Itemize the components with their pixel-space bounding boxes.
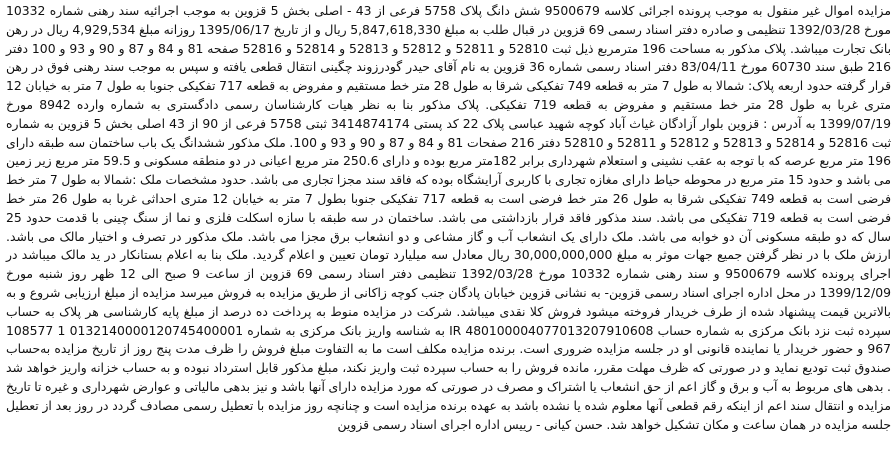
notice-body: مزایده اموال غیر منقول به موجب پرونده اجرائی کلاسه 9500679 شش دانگ پلاک 5758 فرعی از 43 - اصلی بخش 5 قزوین به موجب اجرائیه سند رهنی شماره 10332 مورخ 1392/03/28 تنظیمی و صادره دفتر اسناد رسمی 69 قزوین در قبال طلب به مبلغ 5,847,618,330 ریال و از تاریخ 1395/06/17 روزانه مبلغ 4,929,534 ریال در رهن بانک تجارت میباشد. پلاک مذکور به مساحت 196 مترمربع ذیل ثبت 52810 و 52811 و 52812 و 52813 و 52814 و 52816 صفحه 81 و 84 و 87 و 90 و 93 و 100 دفتر 216 طبق سند 60730 مورخ 83/04/11 دفتر اسناد رسمی شماره 36 قزوین به نام آقای حیدر گودرزوند چگینی انتقال قطعی یافته و سپس به موجب سند رهنی فوق در رهن قرار گرفته حدود اربعه پلاک: شمالا به طول 7 متر به قطعه 749 تفکیکی شرقا به طول 28 متر خط مستقیم و مفروض به قطعه 717 تفکیکی جنوبا به طول 7 متر به خیابان 12 متری غربا به طول 28 متر خط مستقیم و مفروض به قطعه 719 تفکیکی. پلاک مذکور بنا به نظر هیات کارشناسان رسمی دادگستری به شماره وارده 8942 مورخ 1399/07/19 به آدرس : قزوین بلوار آزادگان غیاث آباد کوچه شهید عباسی پلاک 22 کد پستی 3414874174 ثبتی 5758 فرعی از 90 از 43 اصلی بخش 5 قزوین به شماره ثبت 52816 و 52814 و 52813 و 52812 و 52811 و 52810 دفتر 216 صفحات 81 و 84 و 87 و 90 و 93 و 100. ملک مذکور ششدانگ یک باب ساختمان سه طبقه دارای 196 متر مربع عرصه که با توجه به عقب نشینی و استعلام شهرداری برابر 182متر مربع بوده و دارای 250.6 متر مربع اعیانی در دو منطقه مسکونی و 59.5 متر مربع زیر زمین می باشد و حدود 15 متر مربع در محوطه حیاط دارای مغازه تجاری با کاربری آرایشگاه بوده که فاقد سند مجزا تجاری می باشد. حدود مشخصات ملک :شمالا به طول 7 متر خط فرضی است به قطعه 749 تفکیکی شرقا به طول 26 متر خط فرضی است به قطعه 717 تفکیکی جنوبا بطول 7 متر به خیابان 12 متری احداثی غربا به طول 26 متر خط فرضی است به قطعه 719 تفکیکی می باشد. سند مذکور فاقد قرار بازداشتی می باشد. ساختمان در سه طبقه با سازه اسکلت فلزی و نما از سنگ چینی با قدمت حدود 25 سال که دو طبقه مسکونی آن دو خوابه می باشد. ملک دارای یک انشعاب آب و گاز مشاعی و دو انشعاب برق مجزا می باشد. ملک مذکور در تصرف و اختیار مالک می باشد. ارزش ملک با در نظر گرفتن جمیع جهات موثر به مبلغ 30,000,000,000 ریال معادل سه میلیارد تومان تعیین و اعلام گردید. ملک بنا به اعلام بستانکار در ید مالک میباشد در اجرای پرونده کلاسه 9500679 و سند رهنی شماره 10332 مورخ 1392/03/28 تنظیمی دفتر اسناد رسمی 69 قزوین از ساعت 9 صبح الی 12 ظهر روز شنبه مورخ 1399/12/09 در محل اداره اجرای اسناد رسمی قزوین- به نشانی قزوین خیابان پادگان جنب کوچه زاکانی از طریق مزایده به فروش میرسد مزایده از مبلغ ارزیابی شروع و به بالاترین قیمت پیشنهاد شده از طرف خریدار فروخته میشود فروش کلا نقدی میباشد. شرکت در مزایده منوط به پرداخت ده درصد از مبلغ پایه کارشناسی هر پلاک به حساب سپرده ثبت نزد بانک مرکزی به شماره حساب IR 480100004077013207910608 به شناسه واریز بانک مرکزی به شماره 0132140000120745400001 1 108577 967 و حضور خریدار یا نماینده قانونی او در جلسه مزایده ضروری است. برنده مزایده مکلف است ما به التفاوت مبلغ فروش را ظرف مدت پنج روز از تاریخ مزایده به‌حساب صندوق ثبت تودیع نماید و در صورتی که ظرف مهلت مقرر، مانده فروش را به حساب سپرده ثبت واریز نکند، مبلغ مذکور قابل استرداد نبوده و به حساب خزانه واریز خواهد شد . بدهی های مربوط به آب و برق و گاز اعم از حق انشعاب یا اشتراک و مصرف در صورتی که مورد مزایده دارای آنها باشد و نیز بدهی مالیاتی و عوارض شهرداری و غیره تا تاریخ مزایده و انتقال سند اعم از اینکه رقم قطعی آنها معلوم شده یا نشده باشد به عهده برنده مزایده است و چنانچه روز مزایده با تعطیل رسمی مصادف گردد در روز بعد از تعطیل جلسه مزایده در همان ساعت و مکان تشکیل خواهد شد. حسن کیانی - رییس اداره اجرای اسناد رسمی قزوین <box>6 3 892 432</box>
